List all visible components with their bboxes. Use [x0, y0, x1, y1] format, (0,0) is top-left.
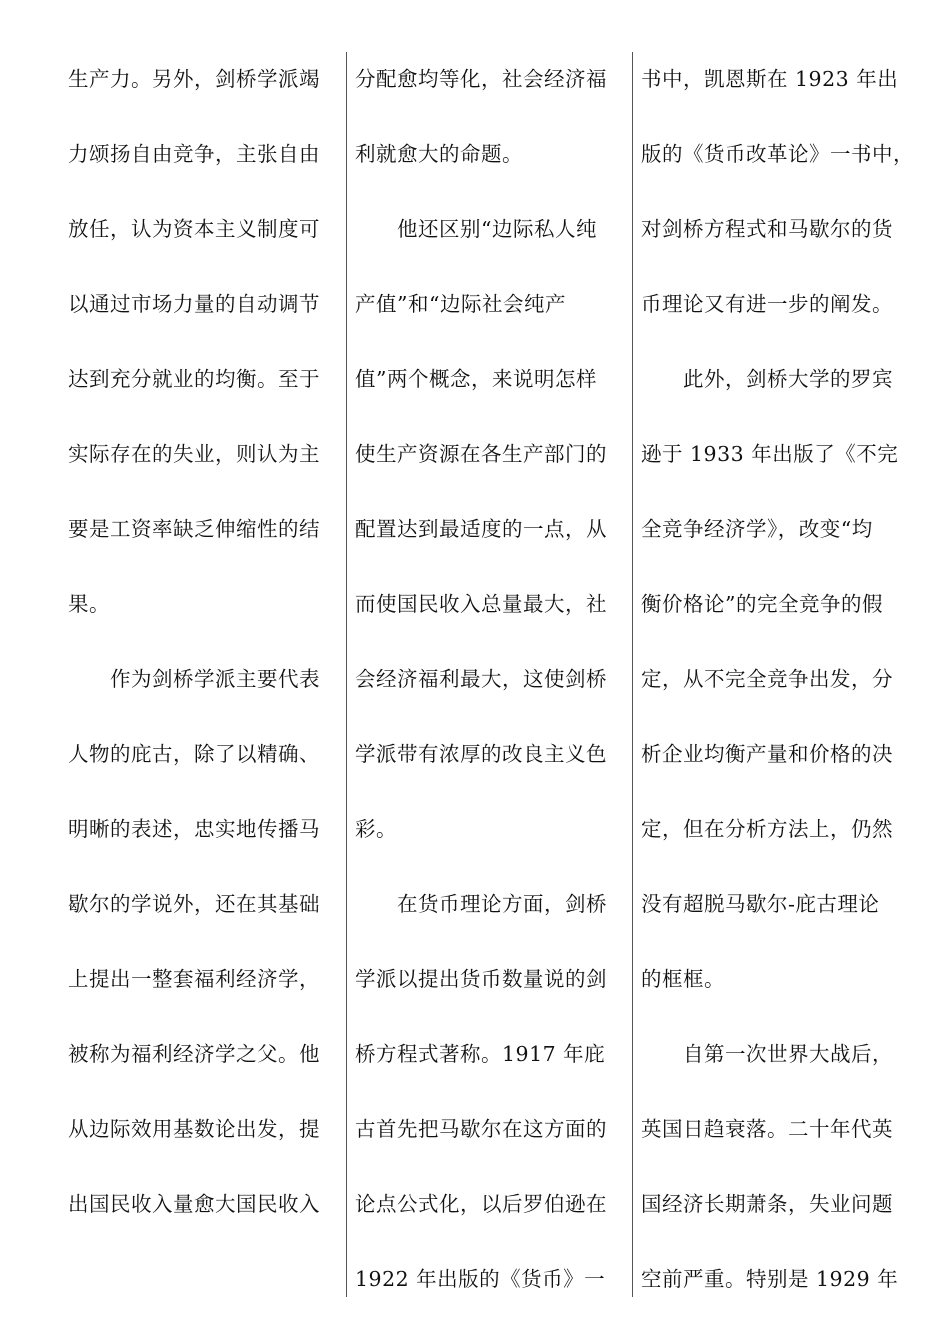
text-line: 而使国民收入总量最大，社	[355, 592, 607, 616]
text-line: 1922 年出版的《货币》一	[355, 1267, 606, 1291]
text-line: 生产力。另外，剑桥学派竭	[68, 67, 320, 91]
text-line: 没有超脱马歇尔-庇古理论	[641, 892, 880, 916]
text-line: 利就愈大的命题。	[355, 142, 523, 166]
text-line: 使生产资源在各生产部门的	[355, 442, 607, 466]
text-line: 定，但在分析方法上，仍然	[641, 817, 893, 841]
text-line: 实际存在的失业，则认为主	[68, 442, 320, 466]
text-line: 歇尔的学说外，还在其基础	[68, 892, 320, 916]
text-line: 以通过市场力量的自动调节	[68, 292, 320, 316]
text-line: 作为剑桥学派主要代表	[68, 667, 320, 691]
text-line: 空前严重。特别是 1929 年	[641, 1267, 899, 1291]
text-line: 放任，认为资本主义制度可	[68, 217, 320, 241]
text-line: 出国民收入量愈大国民收入	[68, 1192, 320, 1216]
text-line: 对剑桥方程式和马歇尔的货	[641, 217, 893, 241]
text-line: 配置达到最适度的一点，从	[355, 517, 607, 541]
text-line: 国经济长期萧条，失业问题	[641, 1192, 893, 1216]
text-line: 达到充分就业的均衡。至于	[68, 367, 320, 391]
text-line: 在货币理论方面，剑桥	[355, 892, 607, 916]
text-line: 他还区别“边际私人纯	[355, 217, 597, 241]
text-line: 值”两个概念，来说明怎样	[355, 367, 597, 391]
text-line: 被称为福利经济学之父。他	[68, 1042, 320, 1066]
column-divider	[346, 52, 347, 1297]
text-column-1	[68, 42, 340, 1242]
text-line: 彩。	[355, 817, 397, 841]
text-line: 书中，凯恩斯在 1923 年出	[641, 67, 899, 91]
text-line: 桥方程式著称。1917 年庇	[355, 1042, 606, 1066]
text-line: 论点公式化，以后罗伯逊在	[355, 1192, 607, 1216]
text-line: 全竞争经济学》，改变“均	[641, 517, 873, 541]
column-divider	[632, 52, 633, 1297]
text-column-3	[641, 42, 926, 1317]
text-line: 币理论又有进一步的阐发。	[641, 292, 893, 316]
text-line: 版的《货币改革论》一书中，	[641, 142, 914, 166]
text-line: 的框框。	[641, 967, 725, 991]
text-line: 衡价格论”的完全竞争的假	[641, 592, 883, 616]
text-line: 从边际效用基数论出发，提	[68, 1117, 320, 1141]
text-line: 学派以提出货币数量说的剑	[355, 967, 607, 991]
text-line: 英国日趋衰落。二十年代英	[641, 1117, 893, 1141]
text-line: 力颂扬自由竞争，主张自由	[68, 142, 320, 166]
text-line: 析企业均衡产量和价格的决	[641, 742, 893, 766]
text-line: 逊于 1933 年出版了《不完	[641, 442, 899, 466]
text-line: 人物的庇古，除了以精确、	[68, 742, 320, 766]
text-line: 古首先把马歇尔在这方面的	[355, 1117, 607, 1141]
text-line: 定，从不完全竞争出发，分	[641, 667, 893, 691]
text-line: 果。	[68, 592, 110, 616]
text-line: 上提出一整套福利经济学，	[68, 967, 320, 991]
text-line: 学派带有浓厚的改良主义色	[355, 742, 607, 766]
text-line: 分配愈均等化，社会经济福	[355, 67, 607, 91]
text-line: 自第一次世界大战后，	[641, 1042, 893, 1066]
text-line: 产值”和“边际社会纯产	[355, 292, 566, 316]
text-line: 会经济福利最大，这使剑桥	[355, 667, 607, 691]
text-line: 要是工资率缺乏伸缩性的结	[68, 517, 320, 541]
text-line: 此外，剑桥大学的罗宾	[641, 367, 893, 391]
text-line: 明晰的表述，忠实地传播马	[68, 817, 320, 841]
text-column-2	[355, 42, 627, 1317]
